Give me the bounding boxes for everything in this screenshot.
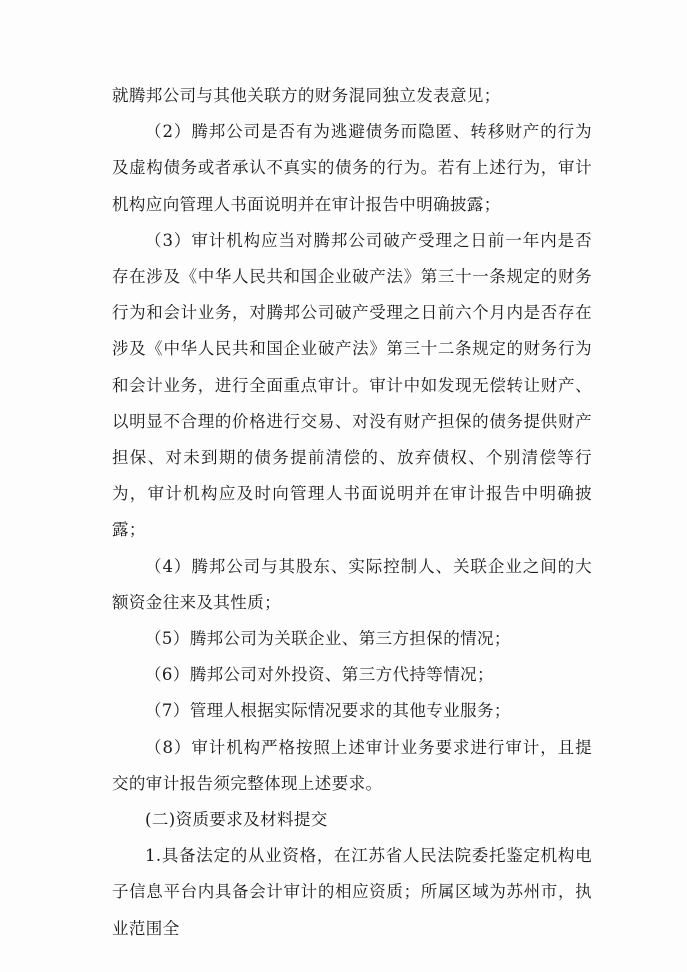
paragraph-item-7: （7）管理人根据实际情况要求的其他专业服务； xyxy=(145,701,511,721)
paragraph-continuation: 就腾邦公司与其他关联方的财务混同独立发表意见； xyxy=(112,86,501,105)
paragraph-item-3: （3）审计机构应当对腾邦公司破产受理之日前一年内是否存在涉及《中华人民共和国企业破产法》第三十一条规定的财务行为和会计业务，对腾邦公司破产受理之日前六个月内是否存在涉及《中华人民共和国企业破产法》第三十二条规定的财务行为和会计业务，进行全面重点审计。审计中如发现无偿转让财产、以明显不合理的价格进行交易、对没有财产担保的债务提供财产担保、对未到期的债务提前清偿的、放弃债权、个别清偿等行为，审计机构应及时向管理人书面说明并在审计报告中明确披露； xyxy=(112,230,592,540)
paragraph-item-6: （6）腾邦公司对外投资、第三方代持等情况； xyxy=(145,665,494,685)
paragraph-item-8: （8）审计机构严格按照上述审计业务要求进行审计，且提交的审计报告须完整体现上述要求。 xyxy=(112,737,592,793)
paragraph-item-4: （4）腾邦公司与其股东、实际控制人、关联企业之间的大额资金往来及其性质； xyxy=(112,556,592,612)
section-heading-qualifications: (二)资质要求及材料提交 xyxy=(145,810,328,830)
paragraph-qualification-1: 1.具备法定的从业资格，在江苏省人民法院委托鉴定机构电子信息平台内具备会计审计的相应资质；所属区域为苏州市，执业范围全 xyxy=(112,846,592,938)
document-body xyxy=(112,78,592,947)
paragraph-item-2: （2）腾邦公司是否有为逃避债务而隐匿、转移财产的行为及虚构债务或者承认不真实的债务的行为。若有上述行为，审计机构应向管理人书面说明并在审计报告中明确披露； xyxy=(112,122,592,214)
paragraph-item-5: （5）腾邦公司为关联企业、第三方担保的情况； xyxy=(145,629,511,649)
